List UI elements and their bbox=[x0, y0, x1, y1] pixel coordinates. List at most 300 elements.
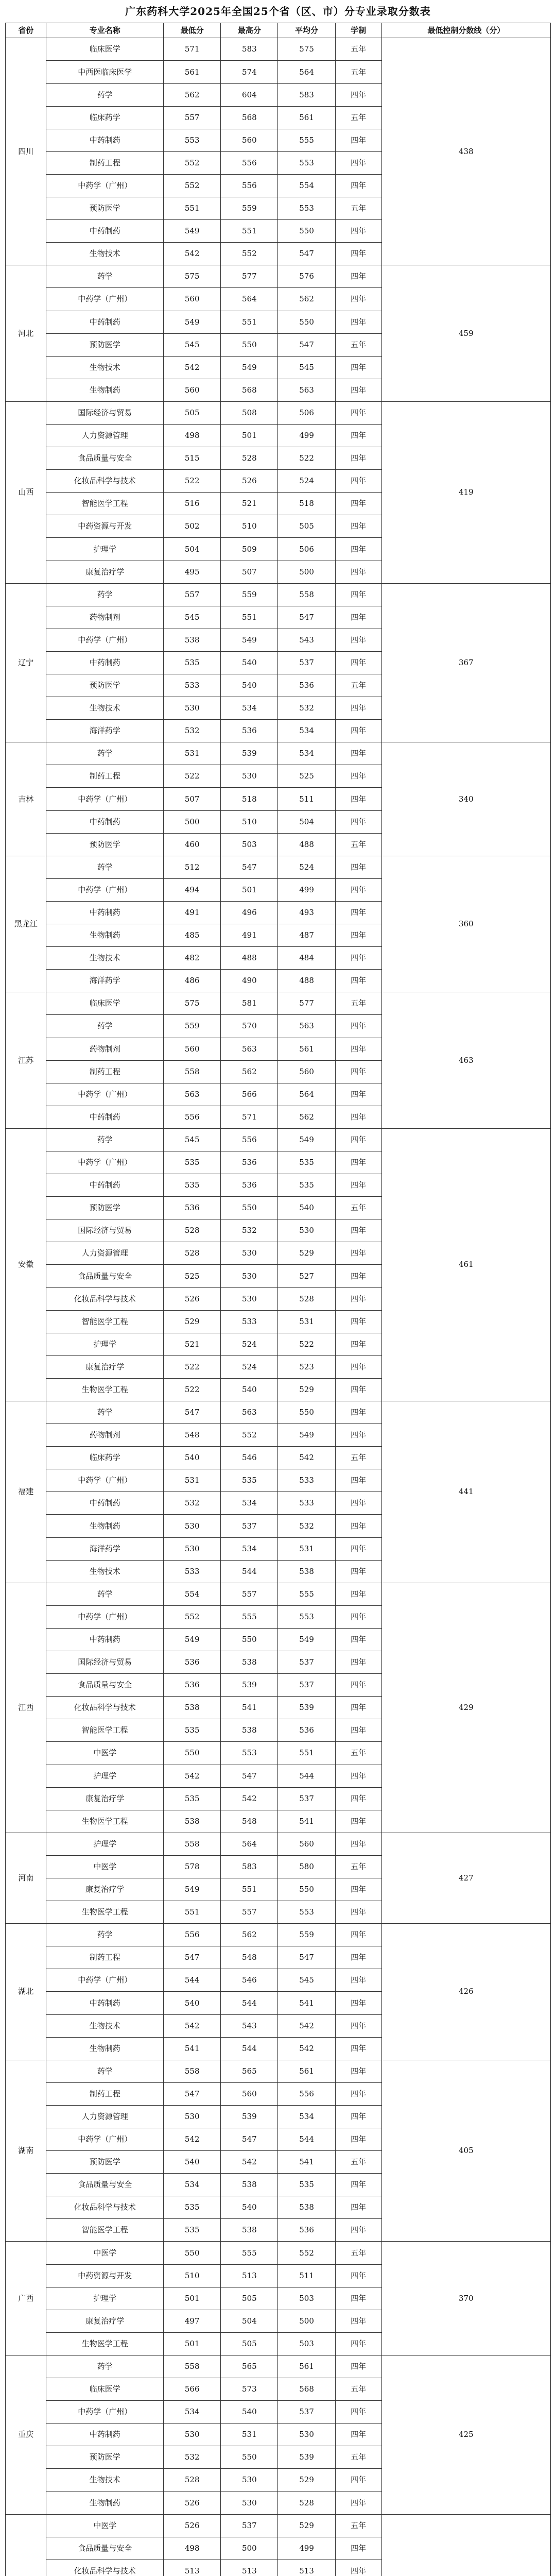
min-score-cell: 535 bbox=[164, 1719, 221, 1742]
min-score-cell: 516 bbox=[164, 493, 221, 515]
duration-cell: 四年 bbox=[335, 2219, 381, 2242]
avg-score-cell: 538 bbox=[278, 2196, 335, 2219]
major-cell: 药学 bbox=[46, 583, 164, 606]
min-score-cell: 553 bbox=[164, 129, 221, 151]
duration-cell: 四年 bbox=[335, 1469, 381, 1492]
duration-cell: 四年 bbox=[335, 493, 381, 515]
avg-score-cell: 563 bbox=[278, 1015, 335, 1038]
min-score-cell: 530 bbox=[164, 1537, 221, 1560]
avg-score-cell: 505 bbox=[278, 515, 335, 538]
max-score-cell: 513 bbox=[221, 2264, 278, 2287]
min-score-cell: 557 bbox=[164, 583, 221, 606]
duration-cell: 四年 bbox=[335, 265, 381, 288]
duration-cell: 四年 bbox=[335, 1924, 381, 1946]
major-cell: 中药学（广州） bbox=[46, 1605, 164, 1628]
max-score-cell: 534 bbox=[221, 1492, 278, 1515]
major-cell: 药学 bbox=[46, 1015, 164, 1038]
avg-score-cell: 543 bbox=[278, 629, 335, 651]
min-score-cell: 545 bbox=[164, 333, 221, 356]
min-score-cell: 538 bbox=[164, 629, 221, 651]
min-score-cell: 559 bbox=[164, 1015, 221, 1038]
min-score-cell: 532 bbox=[164, 2446, 221, 2469]
major-cell: 中药制药 bbox=[46, 901, 164, 924]
major-cell: 中药学（广州） bbox=[46, 174, 164, 197]
avg-score-cell: 561 bbox=[278, 106, 335, 129]
major-cell: 中药学（广州） bbox=[46, 1151, 164, 1174]
avg-score-cell: 536 bbox=[278, 1719, 335, 1742]
major-cell: 中药制药 bbox=[46, 311, 164, 333]
page-title: 广东药科大学2025年全国25个省（区、市）分专业录取分数表 bbox=[125, 5, 431, 18]
duration-cell: 四年 bbox=[335, 901, 381, 924]
min-score-cell: 542 bbox=[164, 2014, 221, 2037]
control-line-cell: 429 bbox=[381, 1583, 550, 1833]
min-score-cell: 533 bbox=[164, 674, 221, 697]
major-cell: 临床医学 bbox=[46, 2378, 164, 2401]
min-score-cell: 530 bbox=[164, 2424, 221, 2446]
duration-cell: 四年 bbox=[335, 356, 381, 379]
major-cell: 预防医学 bbox=[46, 833, 164, 856]
avg-score-cell: 563 bbox=[278, 379, 335, 401]
avg-score-cell: 537 bbox=[278, 1674, 335, 1697]
max-score-cell: 583 bbox=[221, 38, 278, 61]
max-score-cell: 530 bbox=[221, 1287, 278, 1310]
duration-cell: 四年 bbox=[335, 220, 381, 243]
min-score-cell: 501 bbox=[164, 2332, 221, 2355]
duration-cell: 四年 bbox=[335, 1560, 381, 1583]
duration-cell: 四年 bbox=[335, 243, 381, 265]
max-score-cell: 504 bbox=[221, 2310, 278, 2332]
min-score-cell: 494 bbox=[164, 878, 221, 901]
duration-cell: 五年 bbox=[335, 333, 381, 356]
avg-score-cell: 560 bbox=[278, 1833, 335, 1855]
avg-score-cell: 554 bbox=[278, 174, 335, 197]
duration-cell: 五年 bbox=[335, 106, 381, 129]
max-score-cell: 540 bbox=[221, 651, 278, 674]
duration-cell: 五年 bbox=[335, 1855, 381, 1878]
max-score-cell: 533 bbox=[221, 1310, 278, 1333]
table-row bbox=[6, 856, 551, 878]
min-score-cell: 540 bbox=[164, 1992, 221, 2014]
avg-score-cell: 558 bbox=[278, 583, 335, 606]
avg-score-cell: 560 bbox=[278, 1060, 335, 1083]
major-cell: 中药学（广州） bbox=[46, 878, 164, 901]
table-row bbox=[6, 1401, 551, 1424]
control-line-cell: 427 bbox=[381, 1833, 550, 1923]
duration-cell: 四年 bbox=[335, 2469, 381, 2492]
duration-cell: 四年 bbox=[335, 2332, 381, 2355]
duration-cell: 四年 bbox=[335, 629, 381, 651]
avg-score-cell: 511 bbox=[278, 2264, 335, 2287]
avg-score-cell: 522 bbox=[278, 1333, 335, 1355]
avg-score-cell: 534 bbox=[278, 2105, 335, 2128]
avg-score-cell: 547 bbox=[278, 243, 335, 265]
major-cell: 中药学（广州） bbox=[46, 629, 164, 651]
max-score-cell: 577 bbox=[221, 265, 278, 288]
duration-cell: 四年 bbox=[335, 1151, 381, 1174]
duration-cell: 四年 bbox=[335, 2287, 381, 2310]
major-cell: 中医学 bbox=[46, 1855, 164, 1878]
duration-cell: 四年 bbox=[335, 83, 381, 106]
min-score-cell: 532 bbox=[164, 1492, 221, 1515]
major-cell: 中药制药 bbox=[46, 220, 164, 243]
duration-cell: 四年 bbox=[335, 401, 381, 424]
duration-cell: 四年 bbox=[335, 1128, 381, 1151]
max-score-cell: 559 bbox=[221, 583, 278, 606]
duration-cell: 五年 bbox=[335, 197, 381, 220]
avg-score-cell: 488 bbox=[278, 970, 335, 992]
major-cell: 制药工程 bbox=[46, 2082, 164, 2105]
duration-cell: 四年 bbox=[335, 1833, 381, 1855]
province-cell: 吉林 bbox=[6, 742, 46, 856]
province-cell: 重庆 bbox=[6, 2355, 46, 2514]
duration-cell: 四年 bbox=[335, 1878, 381, 1901]
major-cell: 药物制剂 bbox=[46, 1424, 164, 1447]
max-score-cell: 532 bbox=[221, 1219, 278, 1242]
duration-cell: 四年 bbox=[335, 538, 381, 561]
avg-score-cell: 559 bbox=[278, 1924, 335, 1946]
avg-score-cell: 550 bbox=[278, 311, 335, 333]
province-cell: 江西 bbox=[6, 1583, 46, 1833]
max-score-cell: 508 bbox=[221, 401, 278, 424]
min-score-cell: 542 bbox=[164, 243, 221, 265]
major-cell: 中药制药 bbox=[46, 1106, 164, 1128]
major-cell: 中药制药 bbox=[46, 1628, 164, 1651]
table-row bbox=[6, 992, 551, 1015]
min-score-cell: 512 bbox=[164, 856, 221, 878]
max-score-cell: 552 bbox=[221, 1424, 278, 1447]
duration-cell: 四年 bbox=[335, 311, 381, 333]
avg-score-cell: 537 bbox=[278, 651, 335, 674]
major-cell: 国际经济与贸易 bbox=[46, 1651, 164, 1674]
avg-score-cell: 534 bbox=[278, 720, 335, 742]
min-score-cell: 522 bbox=[164, 1378, 221, 1401]
duration-cell: 四年 bbox=[335, 2037, 381, 2060]
min-score-cell: 530 bbox=[164, 697, 221, 720]
min-score-cell: 578 bbox=[164, 1855, 221, 1878]
major-cell: 康复治疗学 bbox=[46, 1787, 164, 1810]
header-control-line: 最低控制分数线（分） bbox=[381, 23, 550, 38]
major-cell: 护理学 bbox=[46, 1833, 164, 1855]
duration-cell: 四年 bbox=[335, 2060, 381, 2082]
major-cell: 海洋药学 bbox=[46, 1537, 164, 1560]
duration-cell: 四年 bbox=[335, 2082, 381, 2105]
min-score-cell: 552 bbox=[164, 1605, 221, 1628]
major-cell: 食品质量与安全 bbox=[46, 2537, 164, 2560]
avg-score-cell: 545 bbox=[278, 1969, 335, 1992]
min-score-cell: 540 bbox=[164, 2151, 221, 2174]
max-score-cell: 544 bbox=[221, 2037, 278, 2060]
duration-cell: 四年 bbox=[335, 742, 381, 765]
min-score-cell: 504 bbox=[164, 538, 221, 561]
duration-cell: 四年 bbox=[335, 2492, 381, 2514]
control-line-cell: 438 bbox=[381, 38, 550, 265]
max-score-cell: 513 bbox=[221, 2560, 278, 2576]
min-score-cell: 557 bbox=[164, 106, 221, 129]
avg-score-cell: 539 bbox=[278, 2446, 335, 2469]
avg-score-cell: 583 bbox=[278, 83, 335, 106]
major-cell: 食品质量与安全 bbox=[46, 447, 164, 470]
major-cell: 智能医学工程 bbox=[46, 493, 164, 515]
duration-cell: 四年 bbox=[335, 1628, 381, 1651]
duration-cell: 四年 bbox=[335, 1287, 381, 1310]
major-cell: 化妆品科学与技术 bbox=[46, 1287, 164, 1310]
avg-score-cell: 556 bbox=[278, 2082, 335, 2105]
max-score-cell: 526 bbox=[221, 470, 278, 493]
max-score-cell: 553 bbox=[221, 1742, 278, 1765]
duration-cell: 五年 bbox=[335, 833, 381, 856]
avg-score-cell: 534 bbox=[278, 742, 335, 765]
min-score-cell: 526 bbox=[164, 1287, 221, 1310]
avg-score-cell: 561 bbox=[278, 2060, 335, 2082]
major-cell: 康复治疗学 bbox=[46, 561, 164, 583]
max-score-cell: 544 bbox=[221, 1560, 278, 1583]
major-cell: 护理学 bbox=[46, 1765, 164, 1787]
duration-cell: 五年 bbox=[335, 674, 381, 697]
duration-cell: 四年 bbox=[335, 2310, 381, 2332]
avg-score-cell: 547 bbox=[278, 333, 335, 356]
max-score-cell: 524 bbox=[221, 1333, 278, 1355]
duration-cell: 四年 bbox=[335, 697, 381, 720]
major-cell: 海洋药学 bbox=[46, 720, 164, 742]
max-score-cell: 530 bbox=[221, 2469, 278, 2492]
major-cell: 中药制药 bbox=[46, 1492, 164, 1515]
avg-score-cell: 541 bbox=[278, 2151, 335, 2174]
score-table bbox=[5, 23, 551, 2576]
max-score-cell: 549 bbox=[221, 356, 278, 379]
max-score-cell: 503 bbox=[221, 833, 278, 856]
min-score-cell: 528 bbox=[164, 1219, 221, 1242]
major-cell: 药物制剂 bbox=[46, 606, 164, 629]
max-score-cell: 501 bbox=[221, 424, 278, 447]
table-row bbox=[6, 38, 551, 61]
major-cell: 制药工程 bbox=[46, 151, 164, 174]
major-cell: 生物医学工程 bbox=[46, 1378, 164, 1401]
major-cell: 生物医学工程 bbox=[46, 2332, 164, 2355]
major-cell: 中药制药 bbox=[46, 651, 164, 674]
avg-score-cell: 484 bbox=[278, 947, 335, 970]
avg-score-cell: 530 bbox=[278, 2424, 335, 2446]
major-cell: 食品质量与安全 bbox=[46, 2174, 164, 2196]
max-score-cell: 583 bbox=[221, 1855, 278, 1878]
max-score-cell: 547 bbox=[221, 856, 278, 878]
major-cell: 预防医学 bbox=[46, 1197, 164, 1219]
province-cell: 山西 bbox=[6, 401, 46, 583]
avg-score-cell: 538 bbox=[278, 1560, 335, 1583]
duration-cell: 四年 bbox=[335, 379, 381, 401]
header-row bbox=[6, 23, 551, 38]
duration-cell: 四年 bbox=[335, 1537, 381, 1560]
min-score-cell: 491 bbox=[164, 901, 221, 924]
major-cell: 中药资源与开发 bbox=[46, 515, 164, 538]
max-score-cell: 550 bbox=[221, 1628, 278, 1651]
max-score-cell: 496 bbox=[221, 901, 278, 924]
avg-score-cell: 503 bbox=[278, 2287, 335, 2310]
table-row bbox=[6, 401, 551, 424]
max-score-cell: 542 bbox=[221, 1787, 278, 1810]
duration-cell: 四年 bbox=[335, 1424, 381, 1447]
avg-score-cell: 551 bbox=[278, 1742, 335, 1765]
table-row bbox=[6, 2355, 551, 2378]
avg-score-cell: 555 bbox=[278, 1583, 335, 1605]
major-cell: 中医学 bbox=[46, 1742, 164, 1765]
avg-score-cell: 523 bbox=[278, 1355, 335, 1378]
min-score-cell: 522 bbox=[164, 765, 221, 788]
min-score-cell: 554 bbox=[164, 1583, 221, 1605]
avg-score-cell: 535 bbox=[278, 1151, 335, 1174]
avg-score-cell: 499 bbox=[278, 878, 335, 901]
major-cell: 护理学 bbox=[46, 2287, 164, 2310]
min-score-cell: 551 bbox=[164, 197, 221, 220]
major-cell: 人力资源管理 bbox=[46, 1242, 164, 1265]
header-major: 专业名称 bbox=[46, 23, 164, 38]
min-score-cell: 558 bbox=[164, 2060, 221, 2082]
avg-score-cell: 553 bbox=[278, 151, 335, 174]
province-cell: 江苏 bbox=[6, 992, 46, 1129]
duration-cell: 四年 bbox=[335, 1219, 381, 1242]
major-cell: 预防医学 bbox=[46, 333, 164, 356]
duration-cell: 四年 bbox=[335, 2128, 381, 2151]
min-score-cell: 560 bbox=[164, 1038, 221, 1060]
duration-cell: 五年 bbox=[335, 2378, 381, 2401]
max-score-cell: 521 bbox=[221, 493, 278, 515]
avg-score-cell: 524 bbox=[278, 470, 335, 493]
avg-score-cell: 500 bbox=[278, 2310, 335, 2332]
max-score-cell: 556 bbox=[221, 1128, 278, 1151]
avg-score-cell: 532 bbox=[278, 1515, 335, 1537]
avg-score-cell: 533 bbox=[278, 1492, 335, 1515]
min-score-cell: 575 bbox=[164, 265, 221, 288]
major-cell: 药学 bbox=[46, 1128, 164, 1151]
max-score-cell: 570 bbox=[221, 1015, 278, 1038]
max-score-cell: 490 bbox=[221, 970, 278, 992]
duration-cell: 四年 bbox=[335, 1401, 381, 1424]
major-cell: 化妆品科学与技术 bbox=[46, 2560, 164, 2576]
duration-cell: 四年 bbox=[335, 1605, 381, 1628]
min-score-cell: 531 bbox=[164, 1469, 221, 1492]
max-score-cell: 551 bbox=[221, 311, 278, 333]
major-cell: 生物制药 bbox=[46, 379, 164, 401]
major-cell: 中药制药 bbox=[46, 2424, 164, 2446]
max-score-cell: 505 bbox=[221, 2332, 278, 2355]
min-score-cell: 535 bbox=[164, 2219, 221, 2242]
avg-score-cell: 562 bbox=[278, 1106, 335, 1128]
min-score-cell: 482 bbox=[164, 947, 221, 970]
min-score-cell: 545 bbox=[164, 606, 221, 629]
avg-score-cell: 529 bbox=[278, 1242, 335, 1265]
major-cell: 国际经济与贸易 bbox=[46, 1219, 164, 1242]
avg-score-cell: 506 bbox=[278, 538, 335, 561]
duration-cell: 四年 bbox=[335, 1333, 381, 1355]
max-score-cell: 547 bbox=[221, 2128, 278, 2151]
min-score-cell: 531 bbox=[164, 742, 221, 765]
major-cell: 中药学（广州） bbox=[46, 788, 164, 810]
max-score-cell: 562 bbox=[221, 1924, 278, 1946]
max-score-cell: 547 bbox=[221, 1765, 278, 1787]
max-score-cell: 559 bbox=[221, 197, 278, 220]
avg-score-cell: 568 bbox=[278, 2378, 335, 2401]
min-score-cell: 563 bbox=[164, 1083, 221, 1106]
duration-cell: 四年 bbox=[335, 1038, 381, 1060]
duration-cell: 四年 bbox=[335, 2105, 381, 2128]
avg-score-cell: 553 bbox=[278, 197, 335, 220]
province-cell: 辽宁 bbox=[6, 583, 46, 742]
max-score-cell: 488 bbox=[221, 947, 278, 970]
major-cell: 预防医学 bbox=[46, 2446, 164, 2469]
min-score-cell: 575 bbox=[164, 992, 221, 1015]
min-score-cell: 558 bbox=[164, 2355, 221, 2378]
min-score-cell: 566 bbox=[164, 2378, 221, 2401]
min-score-cell: 547 bbox=[164, 1946, 221, 1969]
min-score-cell: 541 bbox=[164, 2037, 221, 2060]
min-score-cell: 507 bbox=[164, 788, 221, 810]
duration-cell: 四年 bbox=[335, 924, 381, 947]
max-score-cell: 539 bbox=[221, 2105, 278, 2128]
avg-score-cell: 576 bbox=[278, 265, 335, 288]
max-score-cell: 539 bbox=[221, 742, 278, 765]
max-score-cell: 557 bbox=[221, 1901, 278, 1924]
control-line-cell: 463 bbox=[381, 992, 550, 1129]
max-score-cell: 530 bbox=[221, 1242, 278, 1265]
major-cell: 预防医学 bbox=[46, 674, 164, 697]
duration-cell: 四年 bbox=[335, 1310, 381, 1333]
max-score-cell: 543 bbox=[221, 2014, 278, 2037]
duration-cell: 四年 bbox=[335, 878, 381, 901]
avg-score-cell: 518 bbox=[278, 493, 335, 515]
min-score-cell: 549 bbox=[164, 1878, 221, 1901]
major-cell: 药学 bbox=[46, 2060, 164, 2082]
duration-cell: 四年 bbox=[335, 1765, 381, 1787]
avg-score-cell: 550 bbox=[278, 220, 335, 243]
avg-score-cell: 537 bbox=[278, 1651, 335, 1674]
major-cell: 中医学 bbox=[46, 2242, 164, 2264]
duration-cell: 四年 bbox=[335, 2401, 381, 2424]
control-line-cell: 405 bbox=[381, 2060, 550, 2242]
max-score-cell: 491 bbox=[221, 924, 278, 947]
max-score-cell: 548 bbox=[221, 1810, 278, 1833]
max-score-cell: 500 bbox=[221, 2537, 278, 2560]
max-score-cell: 505 bbox=[221, 2287, 278, 2310]
avg-score-cell: 529 bbox=[278, 1378, 335, 1401]
min-score-cell: 532 bbox=[164, 720, 221, 742]
duration-cell: 四年 bbox=[335, 720, 381, 742]
max-score-cell: 581 bbox=[221, 992, 278, 1015]
duration-cell: 四年 bbox=[335, 1060, 381, 1083]
max-score-cell: 549 bbox=[221, 629, 278, 651]
duration-cell: 四年 bbox=[335, 288, 381, 311]
avg-score-cell: 552 bbox=[278, 2242, 335, 2264]
avg-score-cell: 539 bbox=[278, 1697, 335, 1719]
min-score-cell: 549 bbox=[164, 1628, 221, 1651]
major-cell: 药学 bbox=[46, 1401, 164, 1424]
min-score-cell: 549 bbox=[164, 220, 221, 243]
min-score-cell: 558 bbox=[164, 1833, 221, 1855]
max-score-cell: 536 bbox=[221, 720, 278, 742]
min-score-cell: 525 bbox=[164, 1265, 221, 1287]
province-cell: 四川 bbox=[6, 38, 46, 265]
major-cell: 人力资源管理 bbox=[46, 2105, 164, 2128]
avg-score-cell: 504 bbox=[278, 810, 335, 833]
major-cell: 人力资源管理 bbox=[46, 424, 164, 447]
max-score-cell: 541 bbox=[221, 1697, 278, 1719]
duration-cell: 四年 bbox=[335, 1355, 381, 1378]
major-cell: 康复治疗学 bbox=[46, 2310, 164, 2332]
avg-score-cell: 513 bbox=[278, 2560, 335, 2576]
avg-score-cell: 533 bbox=[278, 1469, 335, 1492]
major-cell: 药学 bbox=[46, 742, 164, 765]
major-cell: 生物医学工程 bbox=[46, 1901, 164, 1924]
duration-cell: 四年 bbox=[335, 1992, 381, 2014]
avg-score-cell: 535 bbox=[278, 2174, 335, 2196]
